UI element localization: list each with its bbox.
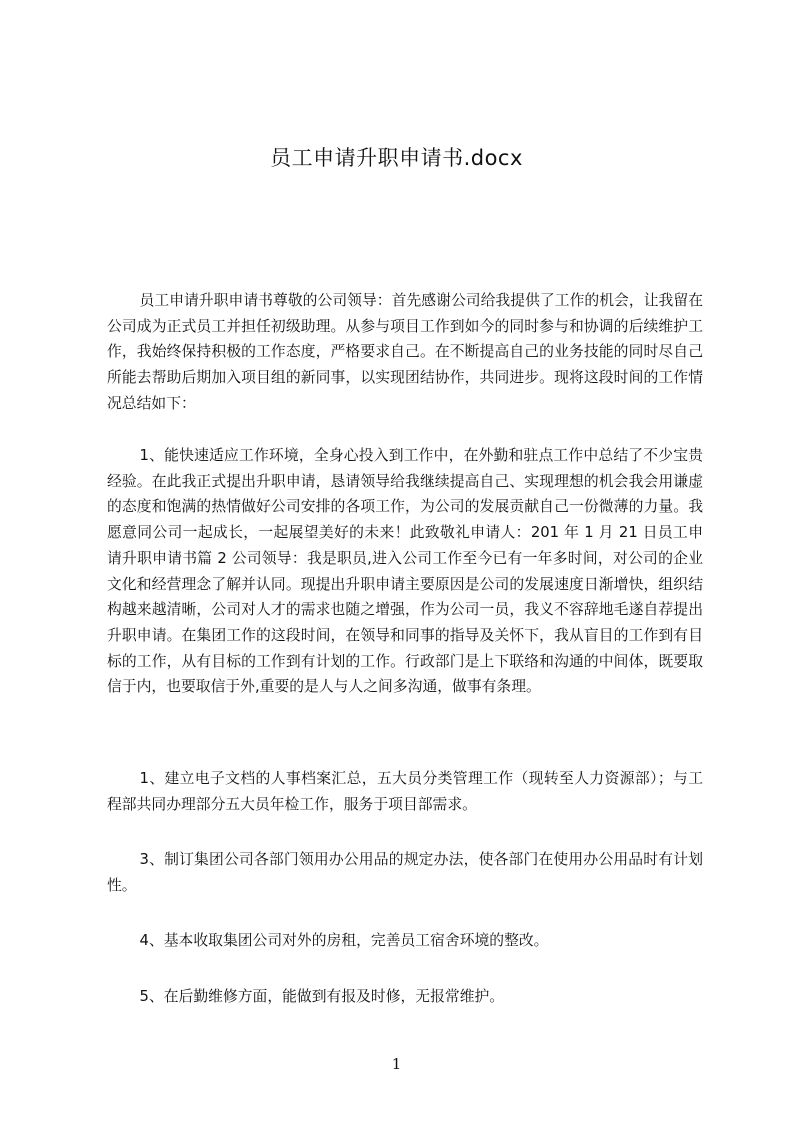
page-number: 1 (391, 1055, 402, 1073)
body-paragraph-6 (107, 984, 703, 1010)
paragraph-text: 1、能快速适应工作环境，全身心投入到工作中，在外勤和驻点工作中总结了不少宝贵经验。在此我正式提出升职申请，恳请领导给我继续提高自己、实现理想的机会我会用谦虚的态度和饱满的热情做好公司安排的各项工作，为公司的发展贡献自己一份微薄的力量。我愿意同公司一起成长，一起展望美好的未来！此致敬礼申请人：201 年 1 月 21 日员工申请升职申请书篇 2 公司领导：我是职员,进入公司工作至今已有一年多时间，对公司的企业文化和经营理念了解并认同。现提出升职申请主要原因是公司的发展速度日渐增快，组织结构越来越清晰，公司对人才的需求也随之增强，作为公司一员，我义不容辞地毛遂自荐提出升职申请。在集团工作的这段时间，在领导和同事的指导及关怀下，我从盲目的工作到有目标的工作，从有目标的工作到有计划的工作。行政部门是上下联络和沟通的中间体，既要取信于内，也要取信于外,重要的是人与人之间多沟通，做事有条理。 (107, 447, 703, 696)
body-paragraph-3 (107, 766, 703, 817)
body-paragraph-1 (107, 288, 703, 417)
paragraph-text: 5、在后勤维修方面，能做到有报及时修，无报常维护。 (139, 988, 505, 1005)
body-paragraph-2 (107, 443, 703, 700)
paragraph-text: 4、基本收取集团公司对外的房租，完善员工宿舍环境的整改。 (139, 932, 549, 949)
body-paragraph-4 (107, 847, 703, 898)
paragraph-text: 1、建立电子文档的人事档案汇总，五大员分类管理工作（现转至人力资源部）；与工程部共同办理部分五大员年检工作，服务于项目部需求。 (107, 770, 703, 813)
body-paragraph-5 (107, 928, 703, 954)
document-title: 员工申请升职申请书.docx (270, 146, 523, 170)
paragraph-text: 员工申请升职申请书尊敬的公司领导：首先感谢公司给我提供了工作的机会，让我留在公司成为正式员工并担任初级助理。从参与项目工作到如今的同时参与和协调的后续维护工作，我始终保持积极的工作态度，严格要求自己。在不断提高自己的业务技能的同时尽自己所能去帮助后期加入项目组的新同事，以实现团结协作，共同进步。现将这段时间的工作情况总结如下： (107, 292, 703, 412)
paragraph-text: 3、制订集团公司各部门领用办公用品的规定办法，使各部门在使用办公用品时有计划性。 (107, 851, 703, 894)
